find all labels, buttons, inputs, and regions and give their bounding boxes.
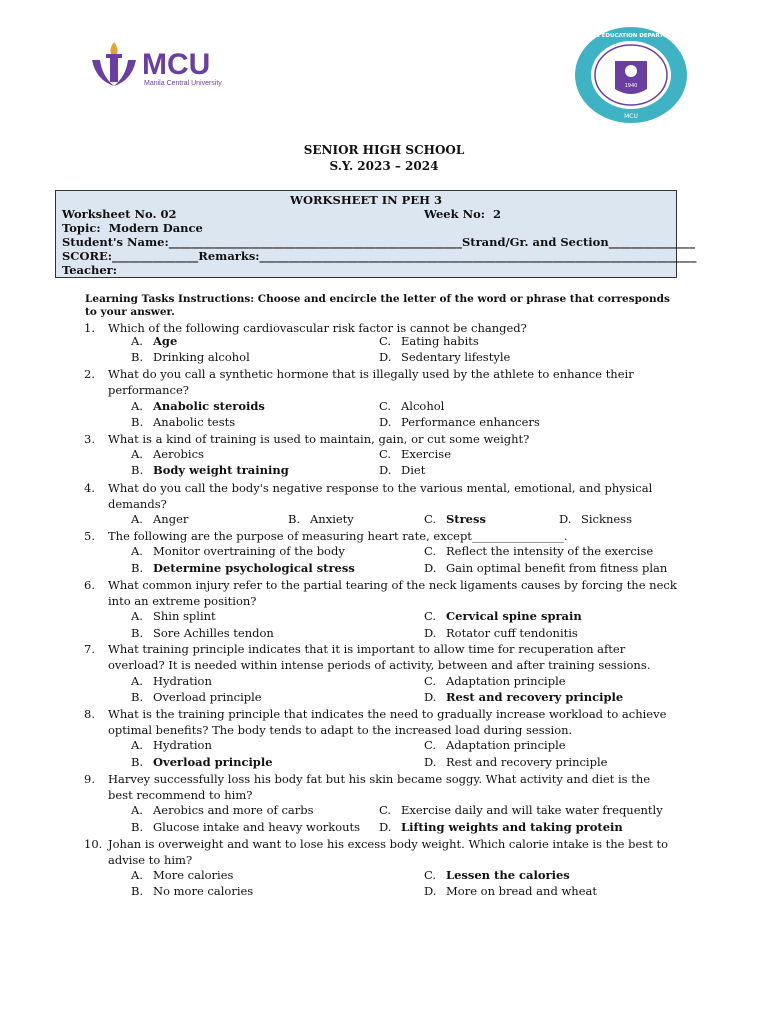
answer-option[interactable] [379, 803, 663, 817]
option-text: Drinking alcohol [153, 350, 250, 364]
teacher-field: Teacher: [62, 263, 117, 277]
option-letter: B. [288, 512, 301, 526]
option-text: Alcohol [401, 399, 445, 413]
answer-option[interactable] [131, 820, 360, 834]
answer-option[interactable] [424, 674, 566, 688]
option-letter: A. [131, 738, 143, 752]
option-letter: B. [131, 884, 144, 898]
option-text: Exercise daily and will take water frequently [401, 803, 663, 817]
answer-option[interactable] [424, 755, 607, 769]
question-number: 5. [84, 529, 95, 543]
option-letter: A. [131, 447, 143, 461]
option-text: Hydration [153, 674, 212, 688]
option-text: Diet [401, 463, 426, 477]
answer-option[interactable] [379, 350, 510, 364]
option-letter: C. [379, 803, 392, 817]
option-letter: D. [379, 350, 392, 364]
option-text: Aerobics [153, 447, 204, 461]
option-letter: A. [131, 399, 143, 413]
option-text: Sedentary lifestyle [401, 350, 511, 364]
school-heading: SENIOR HIGH SCHOOL [303, 143, 465, 157]
question-text: What is a kind of training is used to maintain, gain, or cut some weight? [108, 432, 530, 446]
option-text: Lessen the calories [446, 868, 570, 882]
option-letter: C. [424, 674, 437, 688]
instructions: Learning Tasks Instructions: Choose and encircle the letter of the word or phrase that corresponds to your answer. [85, 293, 670, 318]
option-text: No more calories [153, 884, 254, 898]
option-text: Anger [153, 512, 189, 526]
option-text: Cervical spine sprain [446, 609, 582, 623]
option-letter: B. [131, 350, 144, 364]
option-letter: A. [131, 334, 143, 348]
option-letter: C. [379, 447, 392, 461]
answer-option[interactable] [424, 884, 597, 898]
question-number: 4. [84, 481, 95, 495]
option-letter: D. [424, 690, 437, 704]
option-letter: B. [131, 626, 144, 640]
option-text: Overload principle [153, 690, 262, 704]
answer-option[interactable] [424, 626, 578, 640]
option-text: Reflect the intensity of the exercise [446, 544, 654, 558]
people-icon [625, 65, 637, 77]
question-number: 2. [84, 367, 95, 381]
option-letter: A. [131, 512, 143, 526]
answer-option[interactable] [131, 868, 233, 882]
answer-option[interactable] [424, 868, 570, 882]
answer-option[interactable] [131, 334, 177, 348]
week-number: Week No: 2 [424, 207, 502, 221]
answer-option[interactable] [131, 755, 273, 769]
worksheet-info-box [55, 190, 697, 278]
question-text: What do you call the body's negative response to the various mental, emotional, and physical demands? [108, 481, 653, 511]
question-text: What is the training principle that indicates the need to gradually increase workload to achieve optimal benefits? The body tends to adapt to the increased load during session. [108, 707, 667, 737]
answer-option[interactable] [131, 399, 265, 413]
option-text: Age [153, 334, 178, 348]
answer-option[interactable] [424, 609, 582, 623]
option-letter: C. [424, 738, 437, 752]
option-letter: C. [424, 512, 437, 526]
answer-option[interactable] [131, 544, 345, 558]
question-number: 8. [84, 707, 95, 721]
seal-text-bottom: MCU [624, 113, 638, 120]
answer-option[interactable] [288, 512, 354, 526]
option-letter: B. [131, 755, 144, 769]
option-text: Body weight training [153, 463, 289, 477]
answer-option[interactable] [424, 690, 623, 704]
answer-option[interactable] [131, 803, 314, 817]
option-letter: B. [131, 561, 144, 575]
answer-option[interactable] [131, 561, 355, 575]
option-text: Gain optimal benefit from fitness plan [446, 561, 668, 575]
option-letter: D. [424, 884, 437, 898]
option-text: Overload principle [153, 755, 273, 769]
answer-option[interactable] [379, 399, 444, 413]
option-text: Anabolic tests [153, 415, 236, 429]
option-text: Shin splint [153, 609, 216, 623]
option-letter: D. [559, 512, 572, 526]
basic-education-seal [573, 25, 689, 125]
option-letter: C. [379, 334, 392, 348]
answer-option[interactable] [559, 512, 632, 526]
option-text: Exercise [401, 447, 452, 461]
option-text: More calories [153, 868, 234, 882]
option-letter: A. [131, 609, 143, 623]
answer-option[interactable] [424, 738, 566, 752]
option-text: Rotator cuff tendonitis [446, 626, 578, 640]
answer-option[interactable] [424, 544, 653, 558]
option-letter: D. [379, 415, 392, 429]
option-letter: B. [131, 463, 144, 477]
worksheet-title: WORKSHEET IN PEH 3 [290, 193, 442, 207]
answer-option[interactable] [379, 415, 540, 429]
option-letter: A. [131, 868, 143, 882]
question-text: What do you call a synthetic hormone that is illegally used by the athlete to enhance their performance? [108, 367, 634, 397]
answer-option[interactable] [131, 674, 212, 688]
option-letter: D. [379, 463, 392, 477]
question-number: 9. [84, 772, 95, 786]
answer-option[interactable] [131, 738, 212, 752]
option-letter: B. [131, 820, 144, 834]
question-number: 10. [84, 837, 103, 851]
student-name-field: Student's Name:___________________________________________________Strand/Gr. and Section_______________ [62, 235, 695, 249]
question-text: What training principle indicates that it is important to allow time for recuperation after overload? It is needed within intense periods of activity, between and after training sessions. [108, 642, 651, 672]
option-text: More on bread and wheat [446, 884, 597, 898]
answer-option[interactable] [424, 561, 667, 575]
question-number: 7. [84, 642, 95, 656]
option-letter: D. [424, 755, 437, 769]
question-text: What common injury refer to the partial tearing of the neck ligaments causes by forcing the neck into an extreme position? [108, 578, 677, 608]
question-text: The following are the purpose of measuring heart rate, except________________. [108, 529, 568, 543]
seal-text-top: BASIC EDUCATION DEPARTMENT [581, 33, 681, 39]
option-text: Sore Achilles tendon [153, 626, 274, 640]
option-letter: A. [131, 674, 143, 688]
question-number: 1. [84, 321, 95, 335]
question-text: Johan is overweight and want to lose his excess body weight. Which calorie intake is the best to advise to him? [108, 837, 669, 867]
option-text: Monitor overtraining of the body [153, 544, 345, 558]
option-letter: A. [131, 544, 143, 558]
option-letter: C. [424, 609, 437, 623]
option-text: Rest and recovery principle [446, 690, 624, 704]
answer-option[interactable] [131, 512, 188, 526]
option-text: Eating habits [401, 334, 479, 348]
question-number: 3. [84, 432, 95, 446]
logo-subtext: Manila Central University [144, 80, 222, 87]
question-number: 6. [84, 578, 95, 592]
school-year: S.Y. 2023 – 2024 [329, 159, 439, 173]
option-letter: A. [131, 803, 143, 817]
option-text: Glucose intake and heavy workouts [153, 820, 361, 834]
option-letter: D. [424, 626, 437, 640]
option-text: Rest and recovery principle [446, 755, 608, 769]
option-text: Aerobics and more of carbs [153, 803, 314, 817]
answer-option[interactable] [379, 334, 479, 348]
option-text: Anxiety [310, 512, 354, 526]
worksheet-number: Worksheet No. 02 [62, 207, 177, 221]
topic: Topic: Modern Dance [62, 221, 203, 235]
logo-text: MCU [142, 48, 211, 81]
score-field: SCORE:_______________Remarks:____________________________________________________________________________ [62, 249, 697, 263]
option-text: Stress [446, 512, 486, 526]
answer-option[interactable] [424, 512, 486, 526]
answer-option[interactable] [131, 626, 274, 640]
answer-option[interactable] [379, 447, 451, 461]
option-letter: D. [424, 561, 437, 575]
option-letter: B. [131, 415, 144, 429]
answer-option[interactable] [131, 447, 204, 461]
option-letter: B. [131, 690, 144, 704]
option-text: Anabolic steroids [153, 399, 265, 413]
option-letter: C. [379, 399, 392, 413]
answer-option[interactable] [131, 609, 216, 623]
option-text: Determine psychological stress [153, 561, 355, 575]
option-text: Hydration [153, 738, 212, 752]
option-letter: C. [424, 544, 437, 558]
option-text: Performance enhancers [401, 415, 540, 429]
option-letter: C. [424, 868, 437, 882]
seal-year: 1940 [624, 83, 638, 89]
option-letter: D. [379, 820, 392, 834]
mcu-logo [88, 40, 258, 96]
answer-option[interactable] [379, 820, 623, 834]
option-text: Lifting weights and taking protein [401, 820, 623, 834]
torch-icon [92, 42, 136, 86]
option-text: Adaptation principle [446, 674, 566, 688]
question-text: Which of the following cardiovascular risk factor is cannot be changed? [108, 321, 527, 335]
answer-option[interactable] [131, 415, 235, 429]
answer-option[interactable] [131, 690, 262, 704]
answer-option[interactable] [131, 463, 289, 477]
answer-option[interactable] [379, 463, 425, 477]
question-text: Harvey successfully loss his body fat but his skin became soggy. What activity and diet is the best recommend to him? [108, 772, 651, 802]
answer-option[interactable] [131, 350, 250, 364]
answer-option[interactable] [131, 884, 253, 898]
option-text: Adaptation principle [446, 738, 566, 752]
option-text: Sickness [581, 512, 632, 526]
